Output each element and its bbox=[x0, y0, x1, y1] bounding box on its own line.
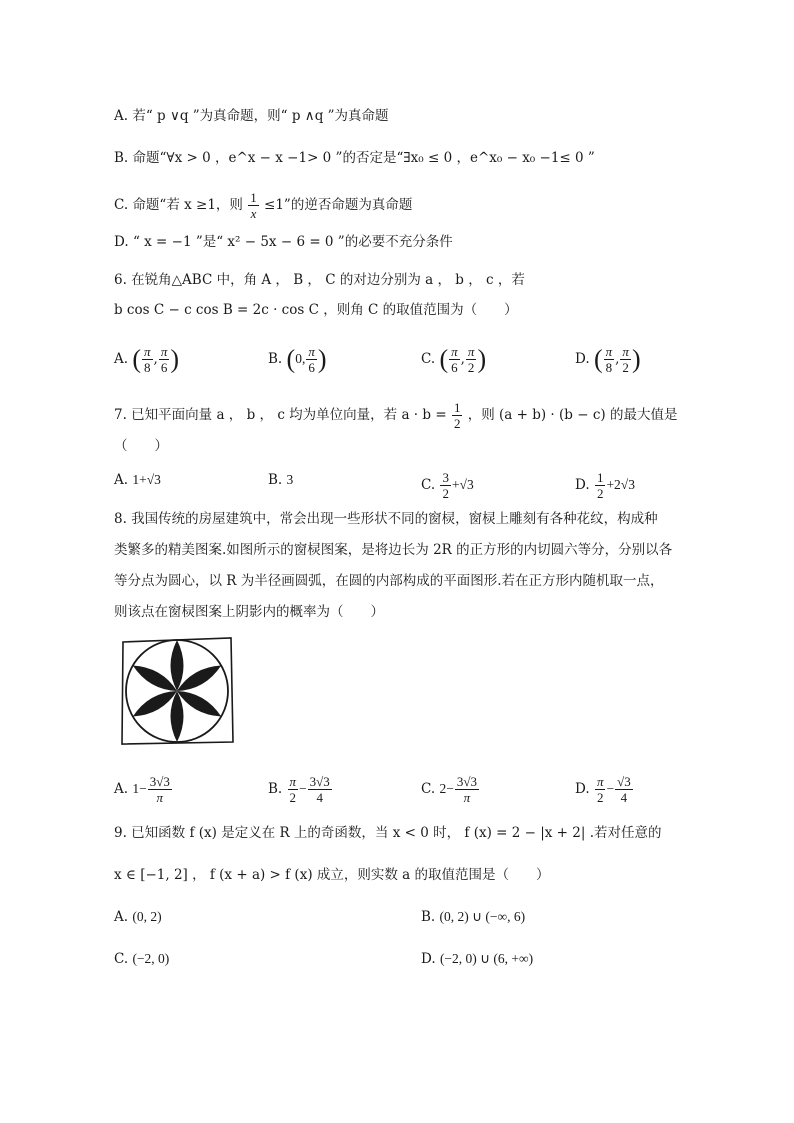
q8-option-d: D. $\frac{\pi}{2}$ − $\frac{√3}{4}$ bbox=[575, 774, 631, 805]
q7-option-d: D. $\frac{1}{2}$ +2√3 bbox=[575, 470, 635, 501]
fraction: $\frac{\pi}{2}$ bbox=[622, 344, 629, 375]
option-label: A. bbox=[114, 472, 129, 488]
q9-stem-line2: x ∈ [−1, 2] ， f (x + a) > f (x) 成立，则实数 a 的取值范围是（ ） bbox=[114, 867, 550, 883]
q9-option-a bbox=[114, 907, 162, 927]
option-text: (−2, 0) bbox=[132, 951, 170, 966]
option-label: C. bbox=[421, 477, 436, 493]
window-lattice-figure bbox=[120, 636, 234, 746]
q6-option-b: B. (0, $\frac{\pi}{6}$ ) bbox=[268, 344, 327, 375]
q5-option-d bbox=[114, 232, 453, 252]
fraction: $\frac{3√3}{\pi}$ bbox=[149, 774, 170, 805]
option-text-pre: 命题“若 x ≥1，则 bbox=[132, 197, 243, 213]
option-text: (0, 2) bbox=[132, 909, 162, 924]
fraction: $\frac{3√3}{\pi}$ bbox=[456, 774, 477, 805]
q7-option-c: C. $\frac{3}{2}$ +√3 bbox=[421, 470, 474, 501]
option-label: B. bbox=[268, 781, 283, 797]
fraction: $\frac{√3}{4}$ bbox=[617, 774, 631, 805]
q6-stem-line2: b cos C − c cos B = 2c · cos C ，则角 C 的取值范围为（ ） bbox=[114, 302, 518, 318]
option-text: 1+√3 bbox=[132, 472, 161, 487]
fraction: $\frac{\pi}{6}$ bbox=[160, 344, 168, 375]
option-text: 3 bbox=[286, 472, 294, 487]
q6-option-d: D. ( $\frac{\pi}{8}$ , $\frac{\pi}{2}$ ) bbox=[575, 344, 641, 375]
option-text: 命题“∀x > 0 ，e^x − x −1> 0 ”的否定是“∃x₀ ≤ 0 ，e^x₀ − x₀ −1≤ 0 ” bbox=[132, 150, 595, 166]
option-label: C. bbox=[421, 781, 436, 797]
fraction: $\frac{\pi}{8}$ bbox=[605, 344, 613, 375]
option-label: A. bbox=[114, 351, 129, 367]
stem-text-pre: 7. 已知平面向量 a ， b ， c 均为单位向量，若 a · b = bbox=[114, 407, 447, 423]
q7-stem-line1 bbox=[114, 400, 677, 431]
q8-stem-line4: 则该点在窗棂图案上阴影内的概率为（ ） bbox=[114, 604, 384, 620]
option-text: “ x = −1 ”是“ x² − 5x − 6 = 0 ”的必要不充分条件 bbox=[132, 234, 453, 250]
option-text: (0, 2) ∪ (−∞, 6) bbox=[439, 909, 526, 924]
q9-option-c bbox=[114, 949, 169, 969]
option-label: A. bbox=[114, 781, 129, 797]
q9-stem-line1: 9. 已知函数 f (x) 是定义在 R 上的奇函数，当 x < 0 时， f (x) = 2 − |x + 2| .若对任意的 bbox=[114, 825, 662, 841]
window-lattice-svg bbox=[120, 636, 234, 746]
fraction: $\frac{1}{2}$ bbox=[453, 400, 461, 431]
q7-stem-line2: （ ） bbox=[114, 438, 168, 454]
fraction: $\frac{3}{2}$ bbox=[442, 470, 449, 501]
stem-text-post: ，则 (a + b) · (b − c) 的最大值是 bbox=[467, 407, 678, 423]
fraction: $\frac{\pi}{2}$ bbox=[596, 774, 604, 805]
q8-option-b: B. $\frac{\pi}{2}$ − $\frac{3√3}{4}$ bbox=[268, 774, 330, 805]
option-label: B. bbox=[268, 351, 283, 367]
option-label: D. bbox=[575, 781, 590, 797]
q8-stem-line3: 等分点为圆心，以 R 为半径画圆弧，在圆的内部构成的平面图形.若在正方形内随机取一点， bbox=[114, 573, 664, 589]
q5-option-a bbox=[114, 106, 389, 126]
option-label: D. bbox=[575, 351, 590, 367]
option-label: C. bbox=[114, 197, 129, 213]
q8-stem-line1: 8. 我国传统的房屋建筑中，常会出现一些形状不同的窗棂，窗棂上雕刻有各种花纹，构成种 bbox=[114, 511, 658, 527]
q5-option-b bbox=[114, 148, 595, 168]
fraction: $\frac{\pi}{2}$ bbox=[467, 344, 475, 375]
q7-option-b bbox=[268, 470, 293, 490]
fraction: $\frac{\pi}{6}$ bbox=[451, 344, 458, 375]
fraction: $\frac{1}{2}$ bbox=[596, 470, 604, 501]
fraction: $\frac{\pi}{8}$ bbox=[144, 344, 151, 375]
fraction: $\frac{3√3}{4}$ bbox=[309, 774, 330, 805]
q8-option-a: A. 1− $\frac{3√3}{\pi}$ bbox=[114, 774, 170, 805]
option-label: D. bbox=[575, 477, 590, 493]
q6-stem-line1: 6. 在锐角△ABC 中，角 A ， B ， C 的对边分别为 a ， b ， c ，若 bbox=[114, 272, 525, 288]
fraction: $\frac{1}{x}$ bbox=[250, 190, 257, 221]
option-text: (−2, 0) ∪ (6, +∞) bbox=[439, 951, 534, 966]
q8-stem-line2: 类繁多的精美图案.如图所示的窗棂图案，是将边长为 2R 的正方形的内切圆六等分，分别以各 bbox=[114, 542, 673, 558]
q6-option-a: A. ( $\frac{\pi}{8}$ , $\frac{\pi}{6}$ ) bbox=[114, 344, 180, 375]
option-label: A. bbox=[114, 909, 129, 925]
option-label: B. bbox=[114, 150, 129, 166]
q5-option-c bbox=[114, 190, 412, 221]
fraction: $\frac{\pi}{6}$ bbox=[308, 344, 315, 375]
q6-option-c: C. ( $\frac{\pi}{6}$ , $\frac{\pi}{2}$ ) bbox=[421, 344, 487, 375]
option-label: D. bbox=[421, 951, 436, 967]
q9-option-d bbox=[421, 949, 533, 969]
option-label: A. bbox=[114, 108, 129, 124]
option-label: C. bbox=[114, 951, 129, 967]
q7-option-a bbox=[114, 470, 161, 490]
option-text-post: ≤1”的逆否命题为真命题 bbox=[264, 197, 413, 213]
q8-option-c: C. 2− $\frac{3√3}{\pi}$ bbox=[421, 774, 477, 805]
q9-option-b bbox=[421, 907, 525, 927]
option-label: B. bbox=[421, 909, 436, 925]
option-label: B. bbox=[268, 472, 283, 488]
option-label: C. bbox=[421, 351, 436, 367]
fraction: $\frac{\pi}{2}$ bbox=[289, 774, 297, 805]
option-text: 若“ p ∨q ”为真命题，则“ p ∧q ”为真命题 bbox=[132, 108, 389, 124]
option-label: D. bbox=[114, 234, 129, 250]
